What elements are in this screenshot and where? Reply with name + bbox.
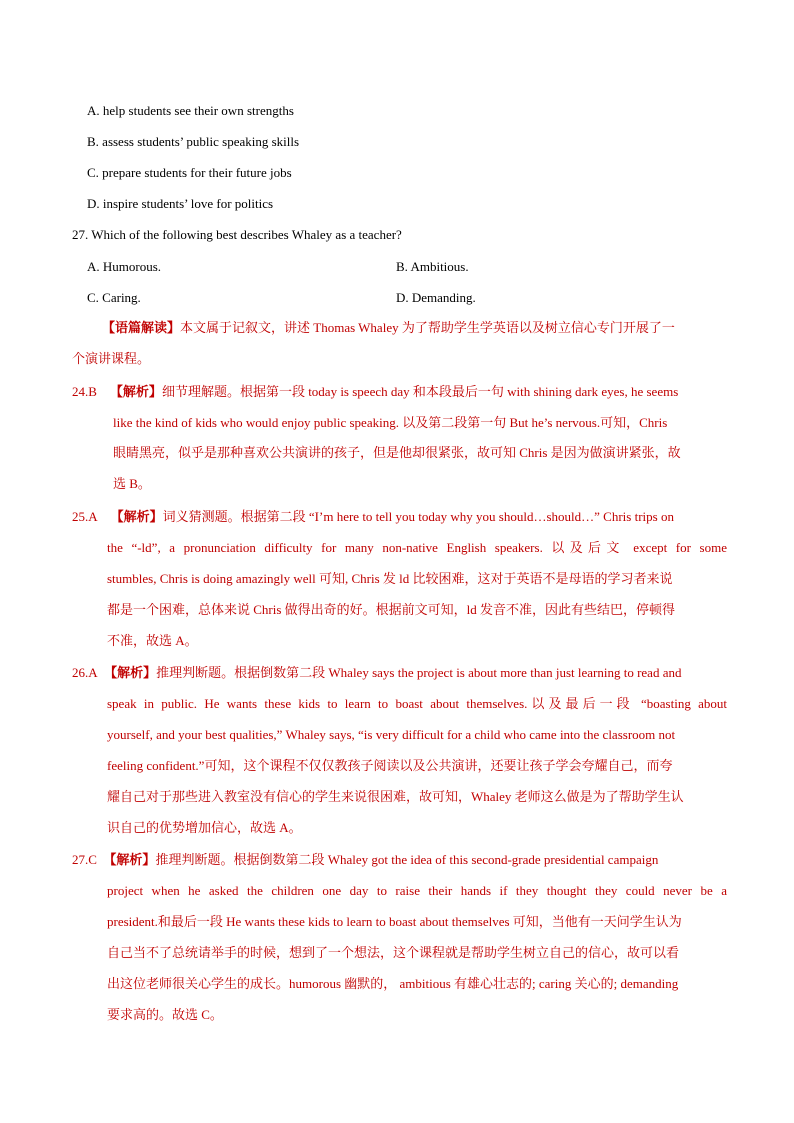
answer-27-label: 【解析】 <box>103 852 156 867</box>
answer-25-number: 25.A <box>72 509 98 524</box>
option-b: B. assess students’ public speaking skills <box>87 134 300 149</box>
q27-option-b: B. Ambitious. <box>396 259 469 274</box>
answer-24-number: 24.B <box>72 384 97 399</box>
answer-25-line-3: stumbles, Chris is doing amazingly well 可知, Chris 发 ld 比较困难，这对于英语不是母语的学习者来说 <box>107 571 673 586</box>
answer-26-text-1: 推理判断题。根据倒数第二段 Whaley says the project is about more than just learning to read and <box>156 665 682 680</box>
answer-27-line-2: project when he asked the children one day to raise their hands if they thought they could never be a <box>107 883 727 898</box>
answer-25-line-1 <box>72 507 727 527</box>
answer-24-line-1 <box>72 382 727 402</box>
answer-26-line-1 <box>72 663 727 683</box>
answer-26-line-5: 耀自己对于那些进入教室没有信心的学生来说很困难，故可知，Whaley 老师这么做是为了帮助学生认 <box>107 789 684 804</box>
answer-24-line-2: like the kind of kids who would enjoy public speaking. 以及第二段第一句 But he’s nervous.可知，Chris <box>113 415 668 430</box>
intro-line-2: 个演讲课程。 <box>72 351 151 366</box>
answer-27-line-5: 出这位老师很关心学生的成长。humorous 幽默的， ambitious 有雄心壮志的; caring 关心的; demanding <box>107 976 679 991</box>
intro-line-1 <box>102 318 722 338</box>
intro-text-1: 本文属于记叙文，讲述 Thomas Whaley 为了帮助学生学英语以及树立信心专门开展了一 <box>180 320 675 335</box>
answer-27-line-4: 自己当不了总统请举手的时候，想到了一个想法，这个课程就是帮助学生树立自己的信心，故可以看 <box>107 945 680 960</box>
answer-25-line-5: 不准，故选 A。 <box>107 633 198 648</box>
answer-26-line-3: yourself, and your best qualities,” Whaley says, “is very difficult for a child who came into the classroom not <box>107 727 676 742</box>
answer-26-line-4: feeling confident.”可知，这个课程不仅仅教孩子阅读以及公共演讲，还要让孩子学会夸耀自己，而夸 <box>107 758 673 773</box>
answer-25-line-2: the “-ld”, a pronunciation difficulty for many non-native English speakers. 以及后文 except for some <box>107 540 727 555</box>
q27-option-c: C. Caring. <box>87 290 141 305</box>
answer-25-text-1: 词义猜测题。根据第二段 “I’m here to tell you today why you should…should…” Chris trips on <box>162 509 674 524</box>
answer-26-line-2: speak in public. He wants these kids to learn to boast about themselves.以及最后一段 “boasting about <box>107 696 727 711</box>
answer-25-line-4: 都是一个困难，总体来说 Chris 做得出奇的好。根据前文可知，ld 发音不准，因此有些结巴，停顿得 <box>107 602 676 617</box>
answer-24-label: 【解析】 <box>109 384 162 399</box>
answer-27-text-1: 推理判断题。根据倒数第二段 Whaley got the idea of this second-grade presidential campaign <box>155 852 659 867</box>
answer-25-label: 【解析】 <box>110 509 163 524</box>
answer-24-text-1: 细节理解题。根据第一段 today is speech day 和本段最后一句 with shining dark eyes, he seems <box>161 384 679 399</box>
option-c: C. prepare students for their future jobs <box>87 165 292 180</box>
answer-24-line-3: 眼睛黑亮，似乎是那种喜欢公共演讲的孩子，但是他却很紧张，故可知 Chris 是因为做演讲紧张，故 <box>113 445 681 460</box>
answer-24-line-4: 选 B。 <box>113 476 151 491</box>
q27-option-d: D. Demanding. <box>396 290 476 305</box>
q27-option-a: A. Humorous. <box>87 259 162 274</box>
answer-27-line-3: president.和最后一段 He wants these kids to learn to boast about themselves 可知，当他有一天问学生认为 <box>107 914 682 929</box>
answer-27-line-6: 要求高的。故选 C。 <box>107 1007 223 1022</box>
option-d: D. inspire students’ love for politics <box>87 196 274 211</box>
answer-26-label: 【解析】 <box>104 665 157 680</box>
answer-26-number: 26.A <box>72 665 98 680</box>
answer-27-number: 27.C <box>72 852 97 867</box>
answer-27-line-1 <box>72 850 727 870</box>
intro-label: 【语篇解读】 <box>102 320 181 335</box>
answer-26-line-6: 识自己的优势增加信心，故选 A。 <box>107 820 302 835</box>
option-a: A. help students see their own strengths <box>87 103 294 118</box>
question-27-stem: 27. Which of the following best describes Whaley as a teacher? <box>72 227 402 242</box>
